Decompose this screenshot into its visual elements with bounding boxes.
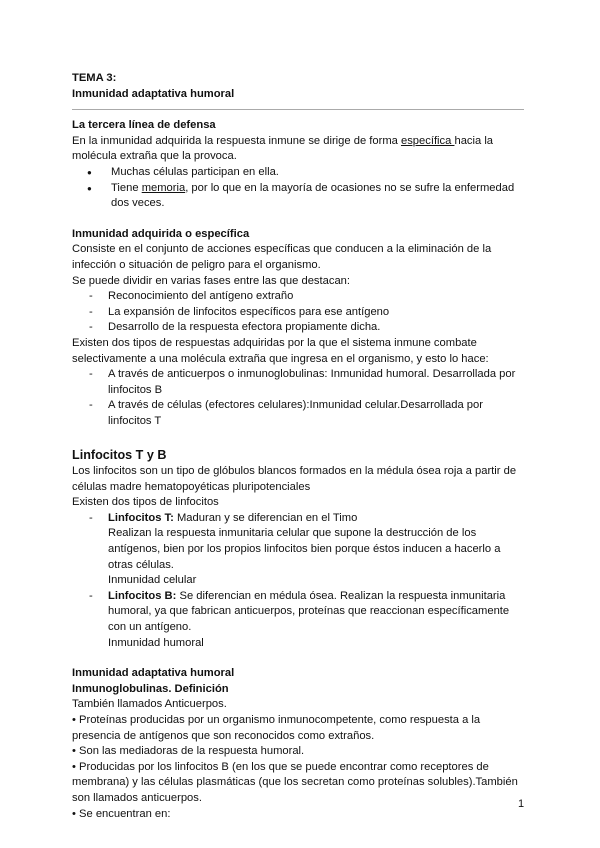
section-heading-defense: La tercera línea de defensa	[72, 119, 216, 132]
list-item: ● Muchas células participan en ella.	[72, 165, 527, 181]
list-item: • Se encuentran en:	[72, 807, 171, 820]
text-fragment: Se diferencian en médula ósea. Realizan la respuesta inmunitaria humoral, ya que fabrican anticuerpos, proteínas que reaccionan específicamente con un antígeno.	[108, 589, 510, 633]
list-item: • Proteínas producidas por un organismo inmunocompetente, como respuesta a la presencia de antígenos que son reconocidos como extraños.	[72, 713, 481, 742]
t-cells-description: Realizan la respuesta inmunitaria celular que supone la destrucción de los antígenos, bien por los propios linfocitos bien porque éstos inducen a hacerlo a otras células.	[108, 527, 501, 571]
defense-bullet-list	[72, 165, 527, 212]
section-heading-lymphocytes: Linfocitos T y B	[72, 448, 167, 463]
t-cells-immunity-type: Inmunidad celular	[108, 574, 197, 587]
b-cells-immunity-type: Inmunidad humoral	[108, 636, 204, 649]
list-item-b-cells	[72, 589, 527, 636]
text-fragment: hacia la molécula extraña que la provoca.	[72, 134, 494, 163]
lymphocyte-types-list-b	[72, 589, 527, 636]
list-item: - Reconocimiento del antígeno extraño	[72, 289, 527, 305]
paragraph: Existen dos tipos de linfocitos	[72, 496, 219, 509]
document-title-line1: TEMA 3:	[72, 72, 117, 84]
b-cells-label: Linfocitos B:	[108, 589, 177, 602]
document-body	[72, 71, 527, 822]
paragraph: Consiste en el conjunto de acciones específicas que conducen a la eliminación de la infección o situación de peligro para el organismo.	[72, 243, 492, 271]
text-fragment: Maduran y se diferencian en el Timo	[173, 511, 358, 524]
memory-link[interactable]: memoria	[141, 181, 186, 194]
specific-link[interactable]: específica	[400, 134, 455, 147]
lymphocyte-types-list	[72, 511, 527, 527]
list-item: - La expansión de linfocitos específicos para ese antígeno	[72, 305, 527, 321]
page-number: 1	[518, 798, 525, 810]
text-fragment: , por lo que en la mayoría de ocasiones no se sufre la enfermedad dos veces.	[111, 181, 515, 210]
section-heading-immunoglobulins: Inmunoglobulinas. Definición	[72, 682, 229, 695]
section-heading-acquired: Inmunidad adquirida o específica	[72, 227, 250, 240]
paragraph: También llamados Anticuerpos.	[72, 698, 227, 711]
list-item-t-cells	[72, 511, 527, 527]
list-item: • Son las mediadoras de la respuesta humoral.	[72, 745, 305, 758]
list-item: - A través de células (efectores celulares):Inmunidad celular.Desarrollada por linfocitos T	[72, 398, 527, 429]
phases-list	[72, 289, 527, 336]
paragraph: Los linfocitos son un tipo de glóbulos blancos formados en la médula ósea roja a partir de células madre hematopoyéticas pluripotenciales	[72, 465, 517, 493]
section-defense-paragraph	[72, 134, 527, 165]
list-item	[72, 181, 527, 212]
list-item: - Desarrollo de la respuesta efectora propiamente dicha.	[72, 320, 527, 336]
section-heading-humoral: Inmunidad adaptativa humoral	[72, 667, 235, 680]
list-item: - A través de anticuerpos o inmunoglobulinas: Inmunidad humoral. Desarrollada por linfocitos B	[72, 367, 527, 398]
paragraph: Existen dos tipos de respuestas adquiridas por la que el sistema inmune combate selectivamente a una molécula extraña que ingresa en el organismo, y esto lo hace:	[72, 336, 489, 365]
list-item: • Producidas por los linfocitos B (en los que se puede encontrar como receptores de membrana) y las células plasmáticas (que los secretan como proteínas solubles).También son llamados anticuerpos.	[72, 760, 518, 804]
text-fragment: Tiene	[111, 181, 142, 194]
t-cells-label: Linfocitos T:	[108, 511, 174, 524]
document-title-line2: Inmunidad adaptativa humoral	[72, 87, 235, 100]
paragraph: Se puede dividir en varias fases entre las que destacan:	[72, 274, 350, 287]
title-divider	[72, 109, 524, 110]
response-types-list	[72, 367, 527, 429]
text-fragment: En la inmunidad adquirida la respuesta inmune se dirige de forma	[72, 134, 401, 147]
